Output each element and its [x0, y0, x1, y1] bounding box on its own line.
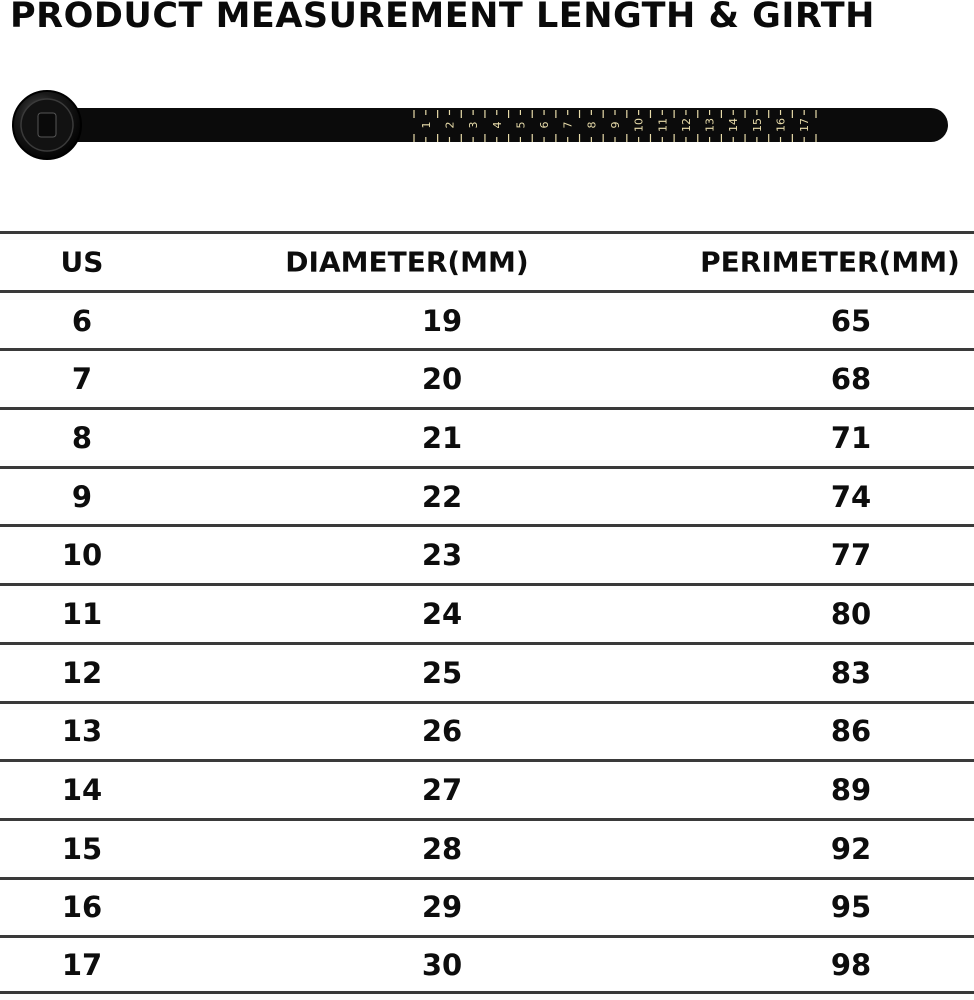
ruler-number: 1: [419, 121, 433, 129]
perimeter-cell: 71: [830, 420, 872, 455]
diameter-cell: 29: [421, 890, 463, 925]
perimeter-cell: 86: [830, 714, 872, 749]
table-row: [0, 877, 974, 936]
diameter-cell: 27: [421, 773, 463, 808]
diameter-cell: 25: [421, 655, 463, 690]
perimeter-cell: 83: [830, 655, 872, 690]
table-row: [0, 466, 974, 525]
table-header-row: [0, 231, 974, 290]
ruler-number: 14: [727, 118, 741, 132]
table-row: [0, 524, 974, 583]
perimeter-cell: 95: [830, 890, 872, 925]
diameter-cell: 20: [421, 362, 463, 397]
ruler-number: 7: [561, 121, 575, 129]
page-title: PRODUCT MEASUREMENT LENGTH & GIRTH: [10, 0, 875, 36]
diameter-cell: 24: [421, 596, 463, 631]
us-size-cell: 9: [71, 479, 93, 514]
diameter-cell: 22: [421, 479, 463, 514]
table-row: [0, 290, 974, 349]
us-size-cell: 8: [71, 420, 93, 455]
ring-sizer-strap: [10, 85, 955, 170]
diameter-cell: 23: [421, 538, 463, 573]
header-us: US: [60, 245, 104, 279]
ruler-number: 5: [514, 121, 528, 129]
us-size-cell: 6: [71, 303, 93, 338]
table-row: [0, 759, 974, 818]
diameter-cell: 21: [421, 420, 463, 455]
diameter-cell: 30: [421, 947, 463, 982]
ruler-number: 9: [609, 121, 622, 129]
perimeter-cell: 77: [830, 538, 872, 573]
ruler-number: 11: [656, 118, 670, 132]
table-row: [0, 348, 974, 407]
ruler-number: 10: [632, 118, 646, 132]
table-row: [0, 818, 974, 877]
ruler-number: 8: [585, 121, 599, 129]
perimeter-cell: 92: [830, 831, 872, 866]
perimeter-cell: 68: [830, 362, 872, 397]
diameter-cell: 28: [421, 831, 463, 866]
us-size-cell: 15: [61, 831, 103, 866]
us-size-cell: 12: [61, 655, 103, 690]
table-row: [0, 935, 974, 994]
ruler-number: 12: [679, 118, 693, 132]
us-size-cell: 7: [71, 362, 93, 397]
size-table: [0, 231, 974, 994]
table-row: [0, 407, 974, 466]
ruler-number: 16: [774, 118, 788, 132]
us-size-cell: 16: [61, 890, 103, 925]
perimeter-cell: 74: [830, 479, 872, 514]
perimeter-cell: 80: [830, 596, 872, 631]
ruler-number: 6: [538, 121, 552, 129]
diameter-cell: 26: [421, 714, 463, 749]
ring-sizer-illustration: [10, 85, 955, 170]
header-diameter: DIAMETER(MM): [285, 245, 529, 279]
ruler-number: 13: [703, 118, 717, 132]
table-row: [0, 583, 974, 642]
us-size-cell: 17: [61, 947, 103, 982]
table-row: [0, 701, 974, 760]
us-size-cell: 11: [61, 596, 103, 631]
ruler-number: 15: [750, 118, 764, 132]
ruler-number: 17: [798, 118, 812, 132]
us-size-cell: 14: [61, 773, 103, 808]
ruler-number: 2: [443, 121, 457, 129]
ruler-number: 4: [490, 121, 504, 129]
perimeter-cell: 65: [830, 303, 872, 338]
header-perimeter: PERIMETER(MM): [700, 245, 960, 279]
diameter-cell: 19: [421, 303, 463, 338]
ruler-number: 3: [467, 121, 481, 129]
perimeter-cell: 98: [830, 947, 872, 982]
table-row: [0, 642, 974, 701]
us-size-cell: 13: [61, 714, 103, 749]
perimeter-cell: 89: [830, 773, 872, 808]
us-size-cell: 10: [61, 538, 103, 573]
